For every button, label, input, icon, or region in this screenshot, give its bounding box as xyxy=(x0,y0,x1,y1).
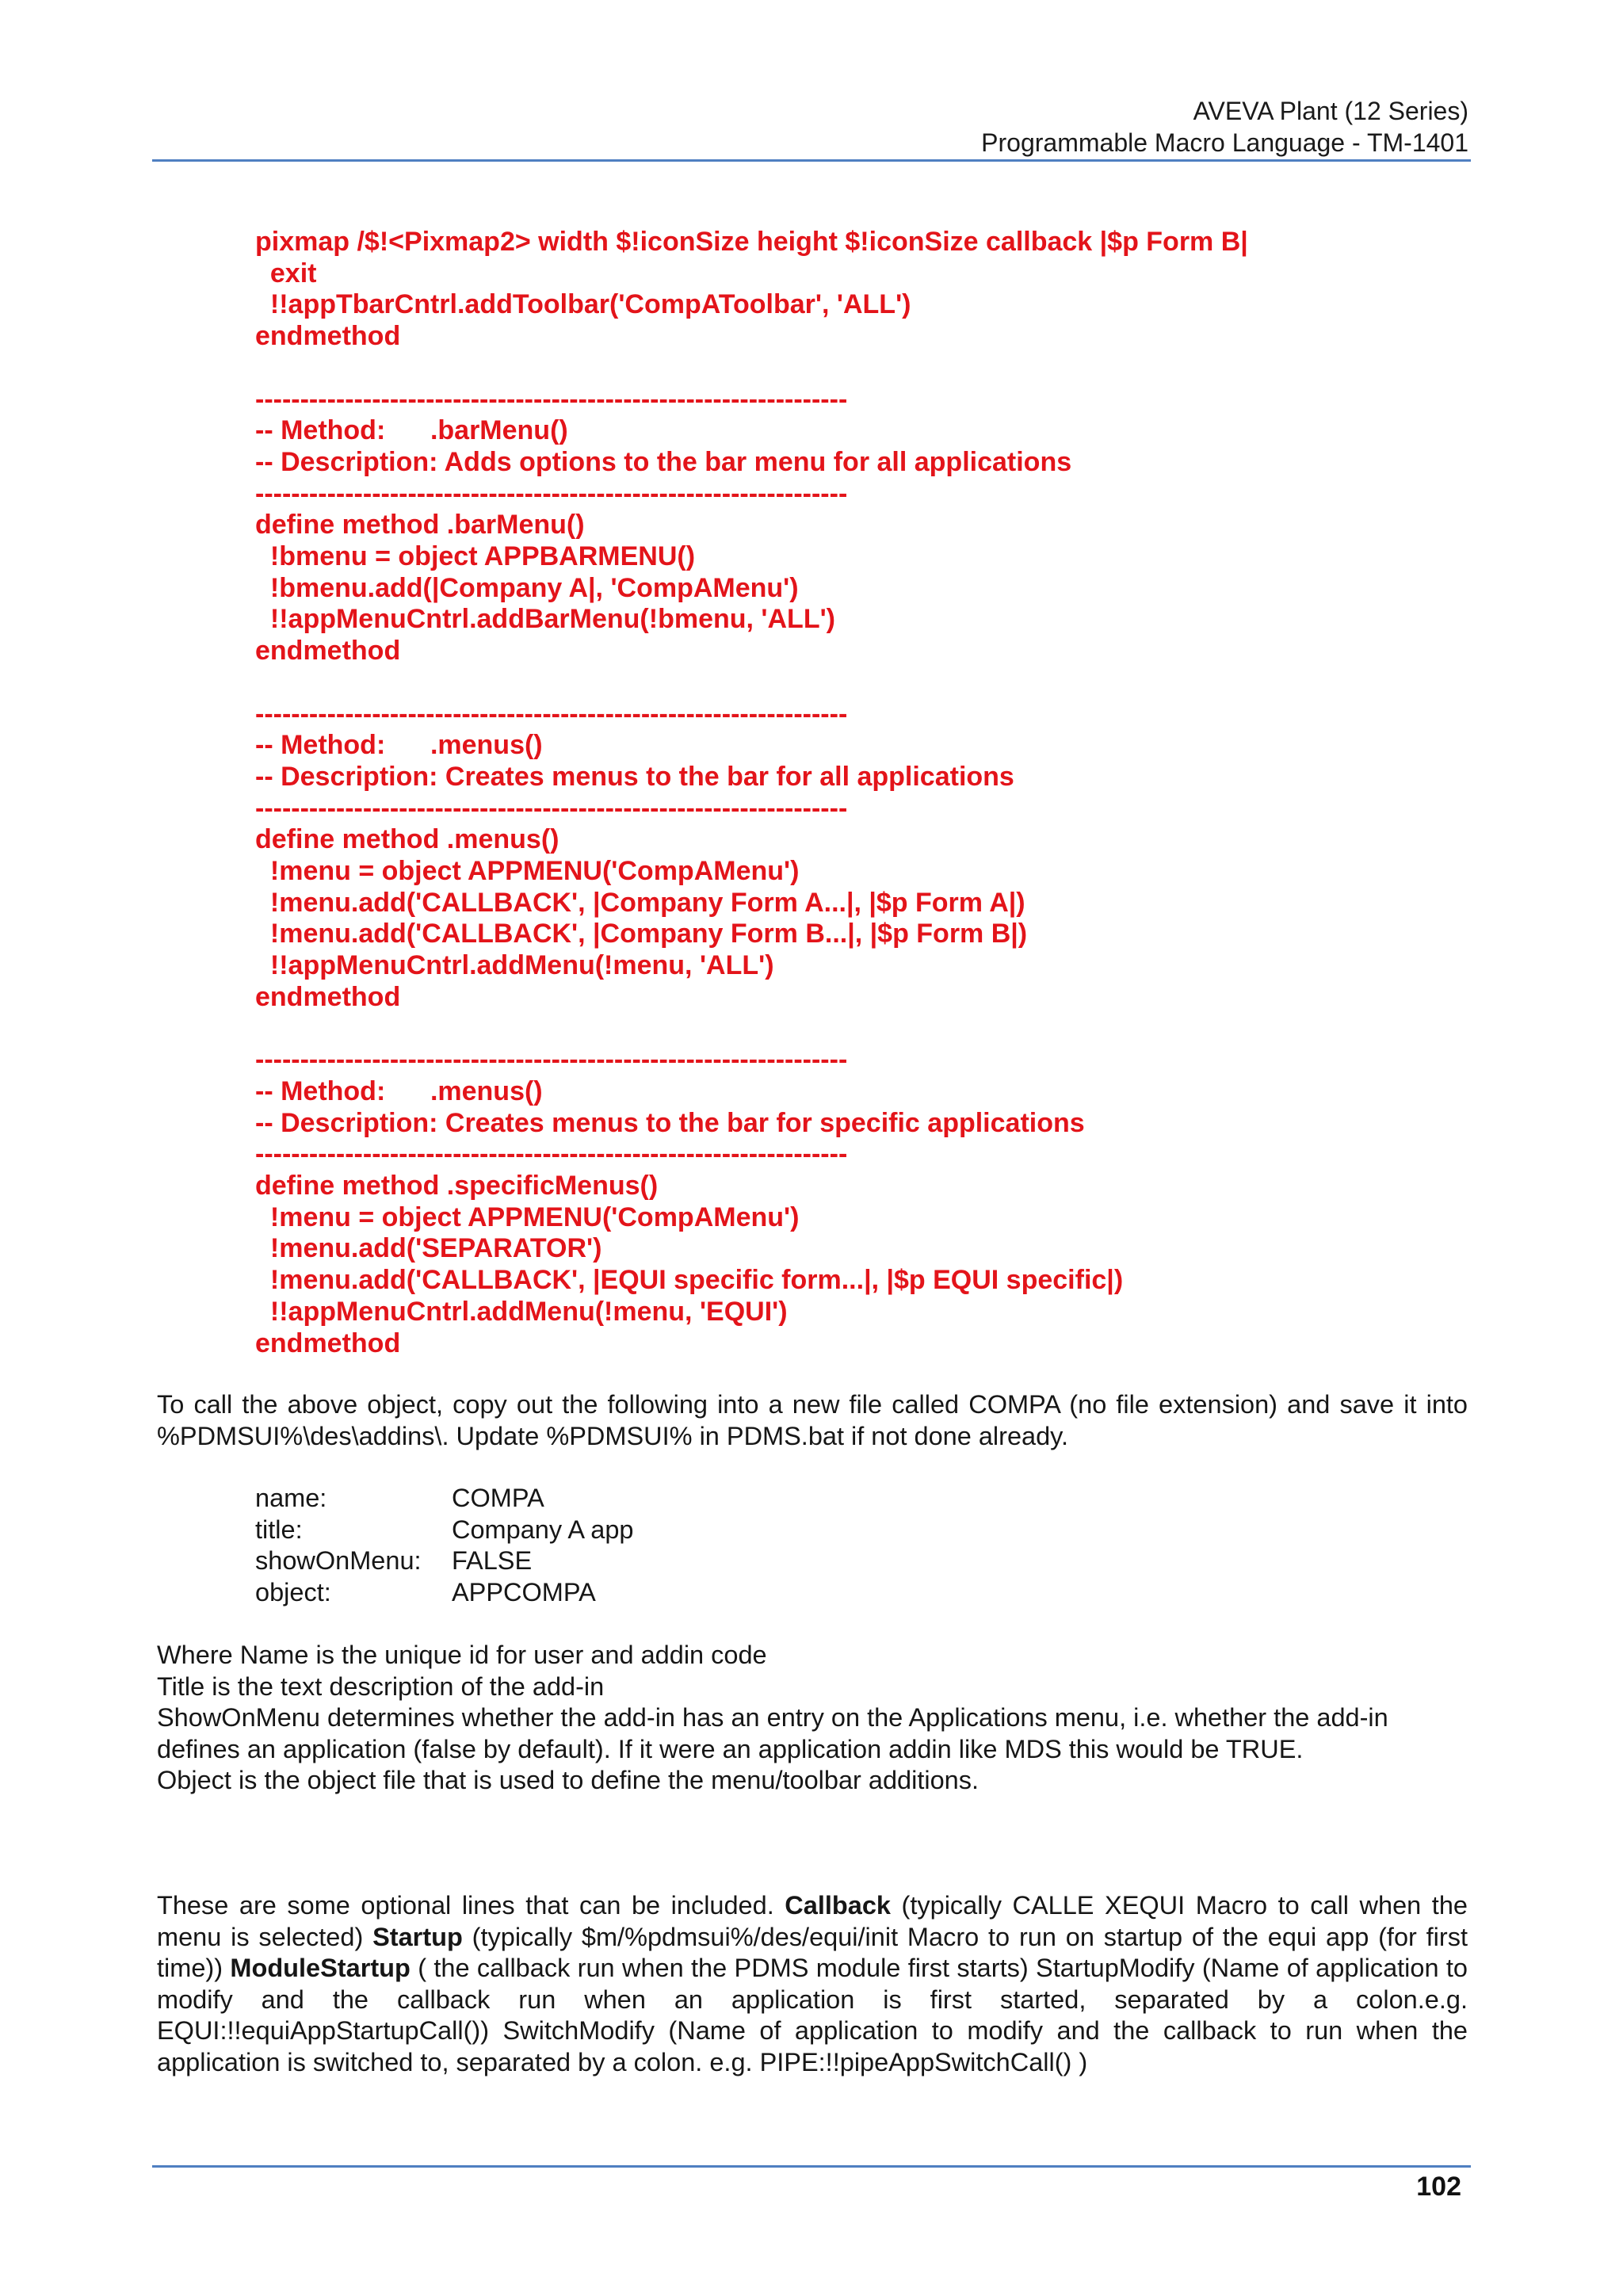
code-line: !menu.add('CALLBACK', |Company Form A...|, |$p Form A|) xyxy=(255,887,1025,918)
code-line: define method .menus() xyxy=(255,824,559,855)
where-line: Title is the text description of the add-in xyxy=(157,1671,605,1701)
header-title: AVEVA Plant (12 Series) xyxy=(1193,97,1468,125)
optional-text-4: ( the callback run when the PDMS module first starts) StartupModify (Name of application to modify and the callback run when an application is first started, separated by a colon.e.g. EQUI:!!equiAppStartupCall()) SwitchModify (Name of application to modify and the callback to run when the application is switched to, separated by a colon. e.g. PIPE:!!pipeAppSwitchCall() ) xyxy=(157,1954,1468,2076)
code-line xyxy=(255,353,1444,384)
config-row xyxy=(255,1545,633,1577)
code-line: !menu = object APPMENU('CompAMenu') xyxy=(255,1201,800,1232)
code-line: ------------------------------------------------------------------ xyxy=(255,1045,848,1075)
code-line: -- Method: .menus() xyxy=(255,730,543,761)
code-line: !menu.add('CALLBACK', |Company Form B...|, |$p Form B|) xyxy=(255,919,1028,949)
where-paragraph xyxy=(157,1640,1468,1797)
modulestartup-keyword: ModuleStartup xyxy=(230,1954,411,1982)
code-line: !bmenu = object APPBARMENU() xyxy=(255,541,696,572)
code-line xyxy=(255,1014,1444,1045)
config-block xyxy=(255,1483,633,1608)
where-line: ShowOnMenu determines whether the add-in has an entry on the Applications menu, i.e. whether the add-in defines an application (false by default). If it were an application addin like MDS this would be TRUE. xyxy=(157,1703,1388,1763)
code-line: ------------------------------------------------------------------ xyxy=(255,698,848,729)
code-line: !menu.add('CALLBACK', |EQUI specific form...|, |$p EQUI specific|) xyxy=(255,1265,1124,1296)
page-header xyxy=(981,95,1468,159)
code-line: !!appMenuCntrl.addBarMenu(!bmenu, 'ALL') xyxy=(255,604,835,635)
code-line: exit xyxy=(255,258,317,288)
config-value: APPCOMPA xyxy=(452,1577,596,1606)
code-line: -- Description: Creates menus to the bar for all applications xyxy=(255,761,1014,792)
config-value: COMPA xyxy=(452,1484,544,1512)
header-rule xyxy=(152,159,1471,162)
code-line: endmethod xyxy=(255,321,401,352)
header-subtitle: Programmable Macro Language - TM-1401 xyxy=(981,128,1468,157)
code-line: !!appMenuCntrl.addMenu(!menu, 'EQUI') xyxy=(255,1296,788,1327)
optional-text-3: (typically $m/%pdmsui%/des/equi/init Macro to run on startup of the equi app (for first time)) xyxy=(157,1922,1468,1982)
callback-keyword: Callback xyxy=(785,1891,891,1920)
code-line: ------------------------------------------------------------------ xyxy=(255,793,848,823)
config-key: name: xyxy=(255,1484,327,1512)
code-line: !!appTbarCntrl.addToolbar('CompAToolbar', 'ALL') xyxy=(255,289,911,320)
optional-text-2: (typically CALLE XEQUI Macro to call when the menu is selected) xyxy=(157,1891,1468,1951)
config-row xyxy=(255,1483,633,1515)
config-row xyxy=(255,1515,633,1546)
optional-text-1: These are some optional lines that can be included. xyxy=(157,1891,785,1920)
code-line: -- Method: .barMenu() xyxy=(255,415,568,446)
config-value: FALSE xyxy=(452,1546,533,1575)
config-key: showOnMenu: xyxy=(255,1546,422,1575)
code-line: define method .specificMenus() xyxy=(255,1171,659,1201)
code-line: !menu = object APPMENU('CompAMenu') xyxy=(255,856,800,887)
code-line: endmethod xyxy=(255,636,401,667)
code-line: pixmap /$!<Pixmap2> width $!iconSize height $!iconSize callback |$p Form B| xyxy=(255,227,1248,257)
code-line: -- Method: .menus() xyxy=(255,1075,543,1106)
code-line: endmethod xyxy=(255,981,401,1012)
config-key: object: xyxy=(255,1577,331,1606)
intro-paragraph: To call the above object, copy out the following into a new file called COMPA (no file extension) and save it into %PDMSUI%\des\addins\. Update %PDMSUI% in PDMS.bat if not done already. xyxy=(157,1390,1468,1450)
config-row xyxy=(255,1577,633,1609)
code-line: -- Description: Adds options to the bar menu for all applications xyxy=(255,446,1072,477)
startup-keyword: Startup xyxy=(372,1922,463,1951)
where-line: Where Name is the unique id for user and addin code xyxy=(157,1641,767,1669)
code-block xyxy=(255,227,1444,1359)
code-line: ------------------------------------------------------------------ xyxy=(255,1139,848,1170)
code-line: !bmenu.add(|Company A|, 'CompAMenu') xyxy=(255,572,799,603)
code-line: ------------------------------------------------------------------ xyxy=(255,384,848,415)
optional-paragraph xyxy=(157,1890,1468,2078)
config-value: Company A app xyxy=(452,1515,634,1544)
code-line: ------------------------------------------------------------------ xyxy=(255,478,848,509)
where-line: Object is the object file that is used to define the menu/toolbar additions. xyxy=(157,1766,980,1794)
code-line: !menu.add('SEPARATOR') xyxy=(255,1233,602,1264)
code-line: endmethod xyxy=(255,1328,401,1358)
footer-rule xyxy=(152,2165,1471,2168)
code-line: define method .barMenu() xyxy=(255,510,585,541)
page-number: 102 xyxy=(1416,2172,1461,2202)
code-line: !!appMenuCntrl.addMenu(!menu, 'ALL') xyxy=(255,950,774,981)
config-key: title: xyxy=(255,1515,303,1544)
code-line xyxy=(255,667,1444,699)
code-line: -- Description: Creates menus to the bar for specific applications xyxy=(255,1107,1085,1138)
